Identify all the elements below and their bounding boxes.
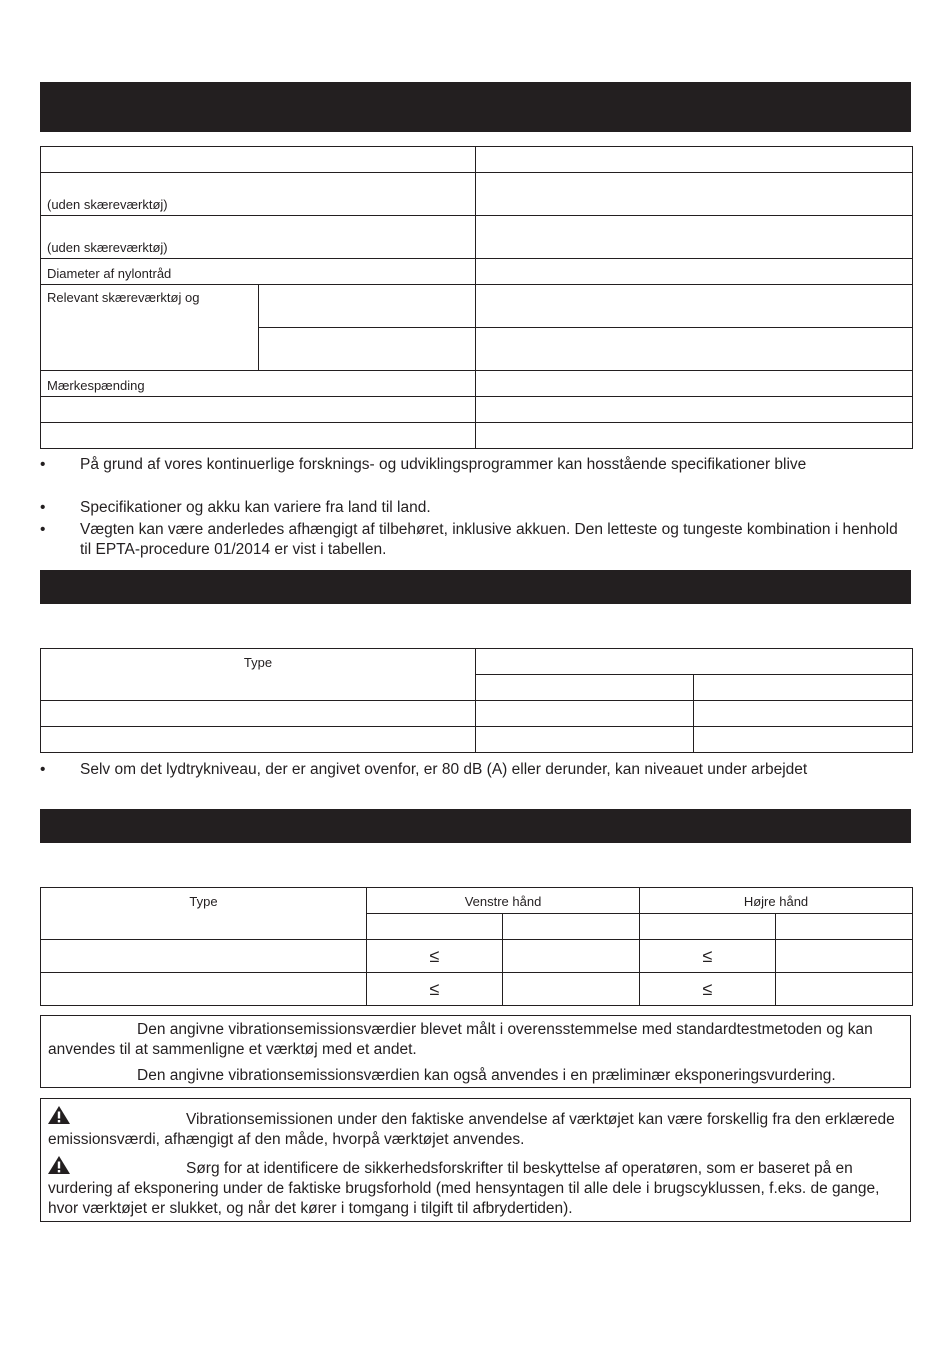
spec-label-cell: (uden skæreværktøj) (41, 173, 476, 216)
noise-subheader-cell (476, 675, 694, 701)
warning-paragraph: Vibrationsemissionen under den faktiske anvendelse af værktøjet kan være forskellig fra den erklærede emissionsværdi, afhængigt af den måde, hvorpå værktøjet anvendes. (48, 1111, 895, 1148)
spec-value-cell (476, 285, 913, 328)
specifications-table (40, 146, 913, 449)
spec-value-cell (476, 328, 913, 371)
spec-label-cell (41, 147, 476, 173)
bullet: • (40, 521, 46, 538)
spec-label-cell: Diameter af nylontråd (41, 259, 476, 285)
spec-value-cell (476, 259, 913, 285)
spec-value-cell (476, 371, 913, 397)
spec-value-cell (476, 397, 913, 423)
spec-value-cell (476, 173, 913, 216)
noise-row-label (41, 727, 476, 753)
vibration-row-label (41, 940, 367, 973)
spec-sub-cell (259, 328, 476, 371)
vibration-value-cell (503, 940, 640, 973)
note-text: Selv om det lydtrykniveau, der er angivet ovenfor, er 80 dB (A) eller derunder, kan niveauet under arbejdet (80, 761, 808, 778)
le-symbol: ≤ (367, 973, 503, 1006)
note-text: Vægten kan være anderledes afhængigt af tilbehøret, inklusive akkuen. Den letteste og tungeste kombination i henhold til EPTA-procedure 01/2014 er vist i tabellen. (80, 521, 898, 558)
note-text: Specifikationer og akku kan variere fra land til land. (80, 499, 431, 516)
noise-value-cell (694, 701, 913, 727)
vibration-value-cell (776, 973, 913, 1006)
noise-subheader-cell (694, 675, 913, 701)
bullet: • (40, 456, 46, 473)
right-hand-header: Højre hånd (640, 888, 913, 914)
noise-header-cell (476, 649, 913, 675)
warning-paragraph: Sørg for at identificere de sikkerhedsforskrifter til beskyttelse af operatøren, som er baseret på en vurdering af eksponering under de faktiske brugsforhold (med hensyntagen til alle dele i brugscyklussen, f.eks. de gange, hvor værktøjet er slukket, og når det kører i tomgang i tilgift til afbrydertiden). (48, 1160, 880, 1217)
spec-label-cell: (uden skæreværktøj) (41, 216, 476, 259)
le-symbol: ≤ (640, 973, 776, 1006)
noise-value-cell (476, 701, 694, 727)
spec-value-cell (476, 423, 913, 449)
spec-value-cell (476, 216, 913, 259)
spec-label-cell: Mærkespænding (41, 371, 476, 397)
vibration-row-label (41, 973, 367, 1006)
bullet: • (40, 499, 46, 516)
spec-label-cell: Relevant skæreværktøj og (41, 285, 259, 371)
le-symbol: ≤ (367, 940, 503, 973)
vibration-subheader-cell (640, 914, 776, 940)
vibration-value-cell (503, 973, 640, 1006)
type-header-cell: Type (41, 649, 476, 701)
warning-box (40, 1098, 911, 1222)
note-paragraph: Den angivne vibrationsemissionsværdien kan også anvendes i en præliminær eksponeringsvurdering. (137, 1067, 836, 1084)
vibration-subheader-cell (776, 914, 913, 940)
spec-label-cell (41, 397, 476, 423)
section-header-vibration (40, 809, 911, 843)
note-text: På grund af vores kontinuerlige forsknings- og udviklingsprogrammer kan hosstående specifikationer blive (80, 456, 807, 473)
vibration-subheader-cell (503, 914, 640, 940)
spec-label-cell (41, 423, 476, 449)
section-header-noise (40, 570, 911, 604)
note-box (40, 1015, 911, 1088)
noise-value-cell (476, 727, 694, 753)
spec-sub-cell (259, 285, 476, 328)
noise-value-cell (694, 727, 913, 753)
noise-table (40, 648, 913, 753)
section-header-specifications (40, 82, 911, 132)
vibration-table (40, 887, 913, 1006)
vibration-subheader-cell (367, 914, 503, 940)
bullet: • (40, 761, 46, 778)
spec-value-cell (476, 147, 913, 173)
left-hand-header: Venstre hånd (367, 888, 640, 914)
note-paragraph: Den angivne vibrationsemissionsværdier blevet målt i overensstemmelse med standardtestmetoden og kan anvendes til at sammenligne et værktøj med et andet. (48, 1021, 873, 1058)
vibration-value-cell (776, 940, 913, 973)
type-header-cell: Type (41, 888, 367, 940)
noise-row-label (41, 701, 476, 727)
le-symbol: ≤ (640, 940, 776, 973)
